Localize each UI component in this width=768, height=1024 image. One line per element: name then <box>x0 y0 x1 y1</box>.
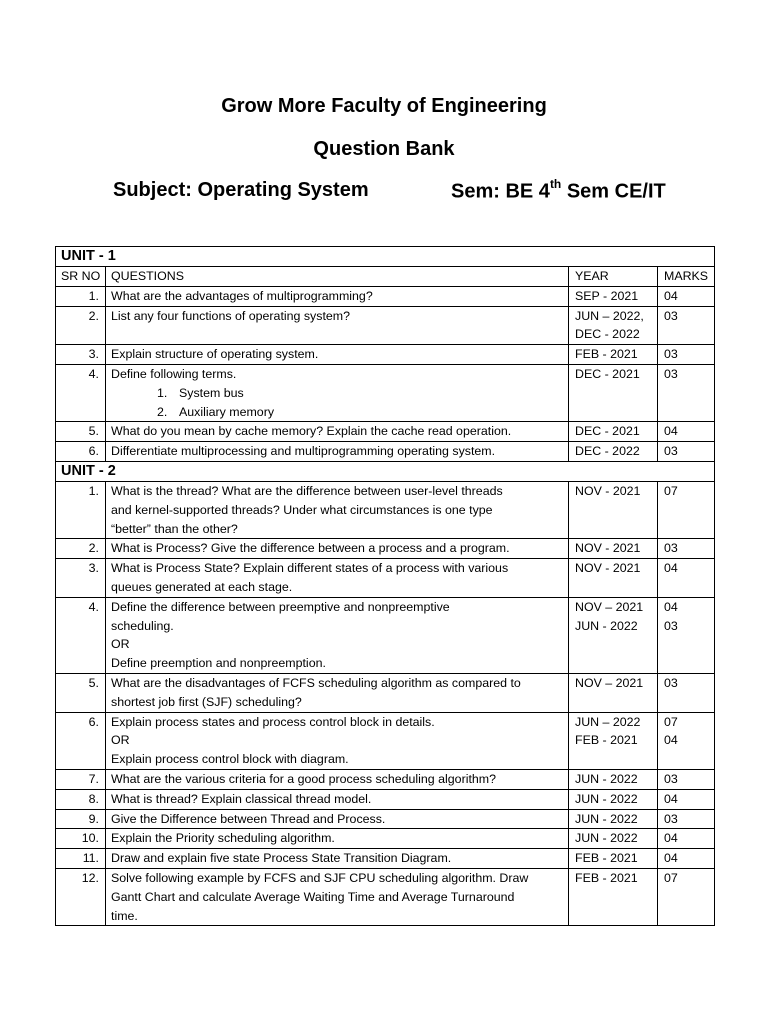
marks-line: 04 <box>664 831 678 846</box>
marks-line: 04 <box>664 424 678 439</box>
question-text <box>106 712 569 769</box>
serial-number: 9. <box>56 809 106 829</box>
question-text <box>106 849 569 869</box>
exam-year <box>569 849 658 869</box>
year-line: NOV - 2021 <box>575 561 641 576</box>
marks-line: 04 <box>664 791 678 806</box>
semester-suffix: Sem CE/IT <box>561 180 666 203</box>
question-line: Explain structure of operating system. <box>111 347 319 362</box>
sub-item-number: 2. <box>157 404 168 419</box>
question-text <box>106 868 569 925</box>
table-row <box>56 286 715 306</box>
table-row <box>56 769 715 789</box>
marks-line: 04 <box>664 288 678 303</box>
year-line: JUN - 2022 <box>575 771 638 786</box>
marks-line: 07 <box>664 870 678 885</box>
question-line: time. <box>111 908 138 923</box>
question-line: What is the thread? What are the difference between user-level threads <box>111 483 503 498</box>
marks-line: 03 <box>664 347 678 362</box>
year-line: JUN – 2022, <box>575 308 644 323</box>
column-header-year: YEAR <box>569 267 658 287</box>
marks-line: 03 <box>664 444 678 459</box>
table-row <box>56 809 715 829</box>
marks-line: 03 <box>664 308 678 323</box>
year-line: SEP - 2021 <box>575 288 639 303</box>
semester-label <box>451 179 666 204</box>
sub-item-text: Auxiliary memory <box>179 404 275 419</box>
question-text <box>106 539 569 559</box>
table-row <box>56 597 715 673</box>
table-row <box>56 422 715 442</box>
marks <box>658 345 715 365</box>
question-line: What is thread? Explain classical thread model. <box>111 791 372 806</box>
sub-item-list <box>111 384 568 422</box>
table-row <box>56 849 715 869</box>
table-row <box>56 673 715 712</box>
question-text <box>106 769 569 789</box>
question-line: queues generated at each stage. <box>111 579 293 594</box>
year-line: JUN - 2022 <box>575 831 638 846</box>
question-line: What are the advantages of multiprogramming? <box>111 288 373 303</box>
question-table <box>55 246 715 926</box>
institution-name: Grow More Faculty of Engineering <box>221 95 547 117</box>
exam-year <box>569 306 658 345</box>
marks <box>658 559 715 598</box>
marks-line: 04 <box>664 851 678 866</box>
unit-title: UNIT - 2 <box>56 461 715 481</box>
question-text <box>106 559 569 598</box>
serial-number: 5. <box>56 422 106 442</box>
question-line: OR <box>111 733 130 748</box>
marks <box>658 868 715 925</box>
serial-number: 2. <box>56 539 106 559</box>
question-line: What is Process? Give the difference between a process and a program. <box>111 541 510 556</box>
exam-year <box>569 868 658 925</box>
question-text <box>106 481 569 538</box>
question-line: List any four functions of operating system? <box>111 308 350 323</box>
question-text <box>106 829 569 849</box>
serial-number: 11. <box>56 849 106 869</box>
year-line: DEC - 2021 <box>575 366 640 381</box>
question-line: What are the various criteria for a good process scheduling algorithm? <box>111 771 496 786</box>
table-row <box>56 539 715 559</box>
year-line: FEB - 2021 <box>575 733 638 748</box>
marks <box>658 789 715 809</box>
exam-year <box>569 809 658 829</box>
marks-line: 04 <box>664 561 678 576</box>
unit-header-row <box>56 247 715 267</box>
table-row <box>56 345 715 365</box>
column-header-sr: SR NO <box>56 267 106 287</box>
question-line: shortest job first (SJF) scheduling? <box>111 694 302 709</box>
exam-year <box>569 559 658 598</box>
question-text <box>106 789 569 809</box>
document-title: Question Bank <box>313 138 455 160</box>
year-line: JUN – 2022 <box>575 714 641 729</box>
marks-line: 03 <box>664 771 678 786</box>
table-row <box>56 364 715 421</box>
marks <box>658 364 715 421</box>
serial-number: 6. <box>56 712 106 769</box>
unit-title: UNIT - 1 <box>56 247 715 267</box>
serial-number: 3. <box>56 345 106 365</box>
serial-number: 4. <box>56 364 106 421</box>
year-line: DEC - 2021 <box>575 424 640 439</box>
marks <box>658 306 715 345</box>
table-row <box>56 559 715 598</box>
serial-number: 5. <box>56 673 106 712</box>
question-line: Differentiate multiprocessing and multiprogramming operating system. <box>111 444 496 459</box>
question-line: What do you mean by cache memory? Explain the cache read operation. <box>111 424 512 439</box>
marks-line: 03 <box>664 541 678 556</box>
serial-number: 1. <box>56 481 106 538</box>
sub-item-number: 1. <box>157 385 168 400</box>
question-line: scheduling. <box>111 618 174 633</box>
marks <box>658 829 715 849</box>
exam-year <box>569 597 658 673</box>
exam-year <box>569 769 658 789</box>
serial-number: 12. <box>56 868 106 925</box>
year-line: NOV - 2021 <box>575 541 641 556</box>
table-row <box>56 442 715 462</box>
marks <box>658 712 715 769</box>
semester-prefix: Sem: BE 4 <box>451 180 550 203</box>
marks-line: 07 <box>664 714 678 729</box>
question-text <box>106 809 569 829</box>
exam-year <box>569 789 658 809</box>
year-line: JUN - 2022 <box>575 791 638 806</box>
question-line: “better” than the other? <box>111 521 238 536</box>
semester-superscript: th <box>549 177 562 191</box>
marks <box>658 849 715 869</box>
marks-line: 07 <box>664 483 678 498</box>
marks <box>658 286 715 306</box>
serial-number: 10. <box>56 829 106 849</box>
question-text <box>106 597 569 673</box>
year-line: DEC - 2022 <box>575 327 640 342</box>
column-header-q: QUESTIONS <box>106 267 569 287</box>
marks <box>658 597 715 673</box>
exam-year <box>569 286 658 306</box>
question-line: Gantt Chart and calculate Average Waiting Time and Average Turnaround <box>111 889 515 904</box>
question-text <box>106 364 569 421</box>
question-line: Explain the Priority scheduling algorithm. <box>111 831 335 846</box>
marks <box>658 422 715 442</box>
question-line: Solve following example by FCFS and SJF CPU scheduling algorithm. Draw <box>111 870 529 885</box>
year-line: FEB - 2021 <box>575 870 638 885</box>
marks-line: 03 <box>664 811 678 826</box>
table-row <box>56 829 715 849</box>
table-row <box>56 868 715 925</box>
question-text <box>106 422 569 442</box>
serial-number: 2. <box>56 306 106 345</box>
sub-item <box>157 384 568 403</box>
marks-line: 03 <box>664 675 678 690</box>
marks-line: 03 <box>664 618 678 633</box>
year-line: NOV - 2021 <box>575 483 641 498</box>
exam-year <box>569 345 658 365</box>
exam-year <box>569 673 658 712</box>
column-header-marks: MARKS <box>658 267 715 287</box>
question-line: Explain process states and process control block in details. <box>111 714 435 729</box>
sub-item-text: System bus <box>179 385 244 400</box>
marks-line: 03 <box>664 366 678 381</box>
question-text <box>106 673 569 712</box>
serial-number: 4. <box>56 597 106 673</box>
question-text <box>106 286 569 306</box>
exam-year <box>569 364 658 421</box>
exam-year <box>569 712 658 769</box>
marks <box>658 769 715 789</box>
year-line: FEB - 2021 <box>575 347 638 362</box>
question-line: Explain process control block with diagram. <box>111 752 349 767</box>
marks <box>658 809 715 829</box>
exam-year <box>569 829 658 849</box>
marks-line: 04 <box>664 599 678 614</box>
question-line: What are the disadvantages of FCFS scheduling algorithm as compared to <box>111 675 521 690</box>
serial-number: 3. <box>56 559 106 598</box>
question-line: and kernel-supported threads? Under what circumstances is one type <box>111 502 493 517</box>
serial-number: 1. <box>56 286 106 306</box>
year-line: NOV – 2021 <box>575 675 644 690</box>
serial-number: 6. <box>56 442 106 462</box>
question-text <box>106 442 569 462</box>
exam-year <box>569 442 658 462</box>
table-row <box>56 712 715 769</box>
serial-number: 8. <box>56 789 106 809</box>
table-row <box>56 306 715 345</box>
year-line: FEB - 2021 <box>575 851 638 866</box>
year-line: DEC - 2022 <box>575 444 640 459</box>
year-line: JUN - 2022 <box>575 811 638 826</box>
sub-item <box>157 403 568 422</box>
marks <box>658 539 715 559</box>
question-text <box>106 306 569 345</box>
column-header-row <box>56 267 715 287</box>
serial-number: 7. <box>56 769 106 789</box>
marks <box>658 481 715 538</box>
marks-line: 04 <box>664 733 678 748</box>
question-line: Give the Difference between Thread and Process. <box>111 811 386 826</box>
question-line: Define preemption and nonpreemption. <box>111 656 326 671</box>
exam-year <box>569 481 658 538</box>
table-row <box>56 481 715 538</box>
table-row <box>56 789 715 809</box>
question-line: Define following terms. <box>111 366 237 381</box>
year-line: NOV – 2021 <box>575 599 644 614</box>
year-line: JUN - 2022 <box>575 618 638 633</box>
question-line: OR <box>111 637 130 652</box>
question-line: Define the difference between preemptive and nonpreemptive <box>111 599 450 614</box>
question-line: What is Process State? Explain different states of a process with various <box>111 561 509 576</box>
question-text <box>106 345 569 365</box>
unit-header-row <box>56 461 715 481</box>
question-line: Draw and explain five state Process State Transition Diagram. <box>111 851 452 866</box>
marks <box>658 673 715 712</box>
subject-label: Subject: Operating System <box>113 179 369 201</box>
marks <box>658 442 715 462</box>
exam-year <box>569 539 658 559</box>
exam-year <box>569 422 658 442</box>
